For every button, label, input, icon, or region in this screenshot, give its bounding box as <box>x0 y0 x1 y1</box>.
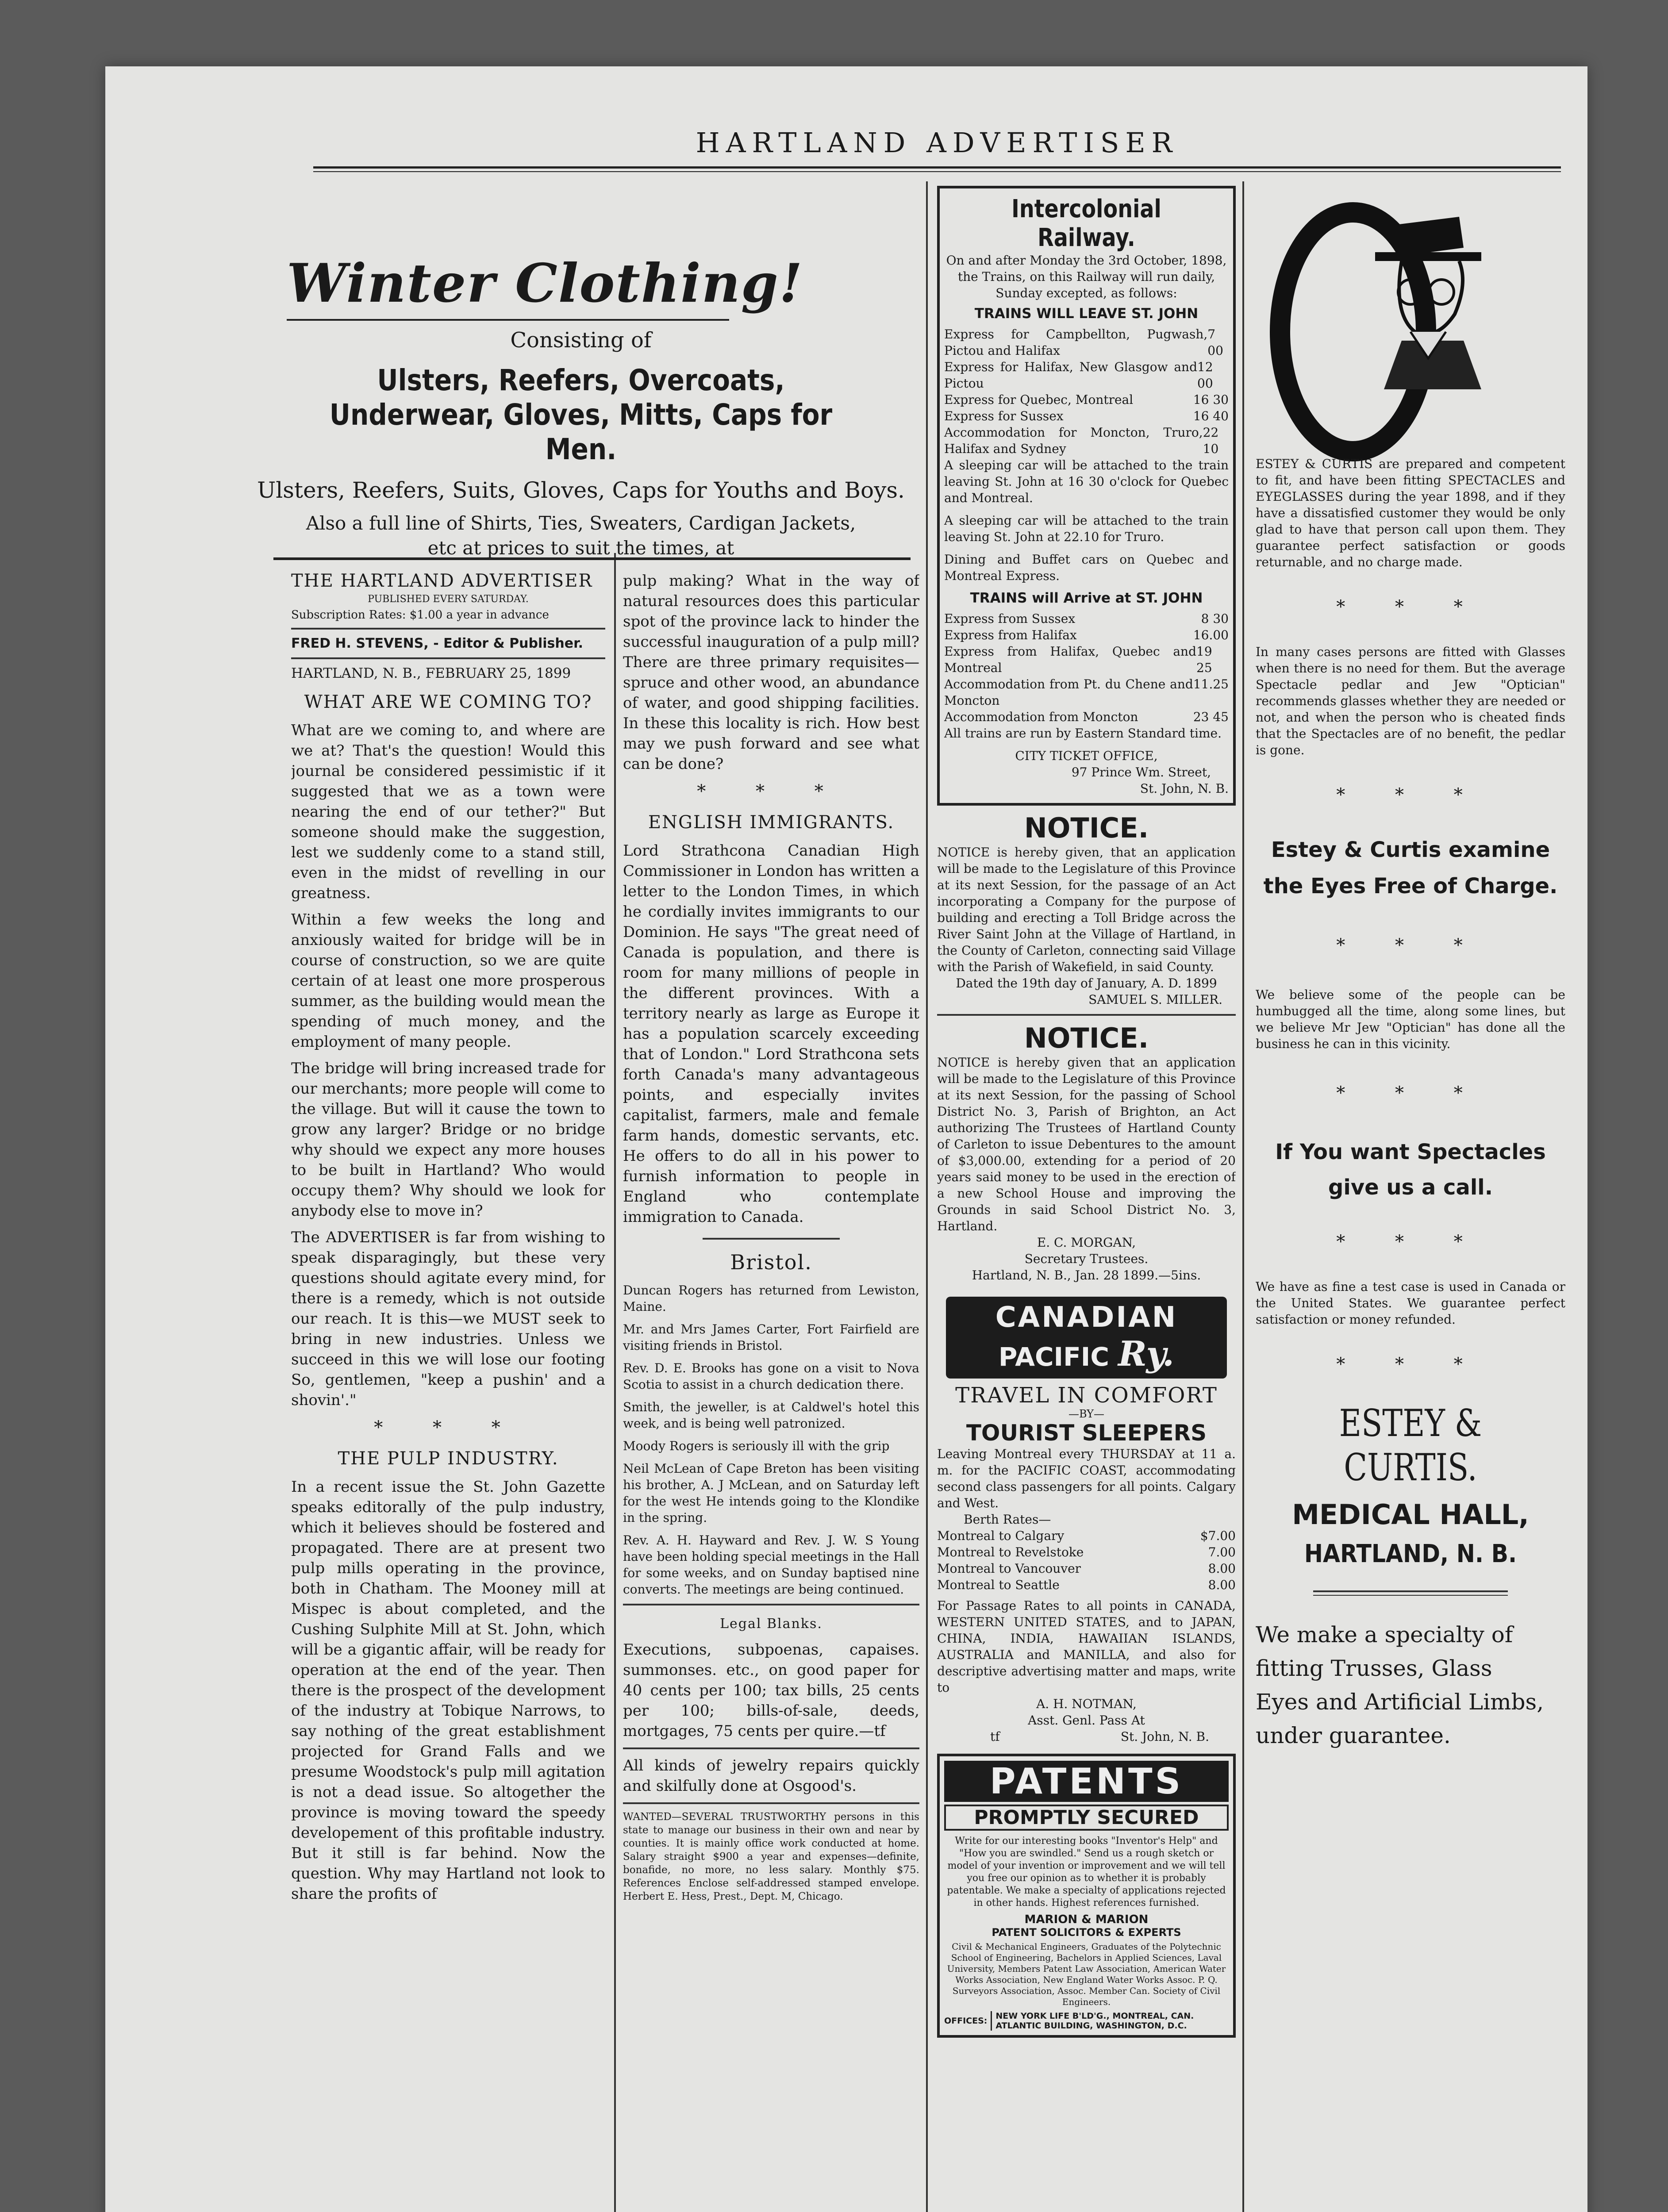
standard-time-note: All trains are run by Eastern Standard time. <box>944 726 1222 741</box>
section-separator: * * * <box>1336 785 1485 805</box>
editorial-paragraph: What are we coming to, and where are we at? That's the question! Would this journal be considered pessimistic if it suggested that we as a town were nearing the end of our tether?" But someone should make the suggestion, lest we suddenly come to a stand still, even in the midst of revelling in our greatness. <box>291 722 605 902</box>
editorial-paragraph: The bridge will bring increased trade for our merchants; more people will come to the village. But will it cause the town to grow any larger? Bridge or no bridge why should we expect any more houses to be built in Hartland? Who would occupy them? Why should we look for anybody else to move in? <box>291 1060 605 1220</box>
train-name: Express from Halifax, Quebec and Montreal <box>944 644 1197 675</box>
jewelry-notice: All kinds of jewelry repairs quickly and skilfully done at Osgood's. <box>623 1757 919 1795</box>
newspaper-page <box>105 66 1587 2212</box>
railway-ad <box>937 186 1236 806</box>
offices-text: NEW YORK LIFE B'LD'G., MONTREAL, CAN. ATLANTIC BUILDING, WASHINGTON, D.C. <box>991 2011 1229 2031</box>
rate-route: Montreal to Calgary <box>937 1528 1065 1543</box>
cpr-agent-row <box>937 1728 1236 1745</box>
pulp-continued: pulp making? What in the way of natural resources does this particular spot of the province lack to hinder the successful inauguration of a pulp mill? There are three primary requisites—spruce and other wood, an abundance of water, and good shipping facilities. In these this locality is rich. How best may we push forward and see what can be done? <box>623 572 919 773</box>
cpr-logo-pacific: PACIFIC <box>998 1342 1109 1372</box>
editorial-paragraph: Within a few weeks the long and anxiously waited for bridge will be in course of construction, so we are quite certain of at least one more prosperous summer, as the building would mean the spending of much money, and the employment of many people. <box>291 911 605 1051</box>
published-line: PUBLISHED EVERY SATURDAY. <box>368 594 529 605</box>
legal-text: Executions, subpoenas, capaises. summonses. etc., on good paper for 40 cents per 100; tax bills, 25 cents per 100; bills-of-sale, deeds, mortgages, 75 cents per quire.—tf <box>623 1641 919 1740</box>
cpr-passage: For Passage Rates to all points in CANADA, WESTERN UNITED STATES, and to JAPAN, CHINA, INDIA, HAWAIIAN ISLANDS, AUSTRALIA and MANILLA, and also for descriptive advertising matter and maps, write to <box>937 1598 1236 1695</box>
sleeper-note: A sleeping car will be attached to the train leaving St. John at 22.10 for Truro. <box>944 513 1229 544</box>
train-name: Accommodation from Pt. du Chene and Moncton <box>944 677 1193 708</box>
departure-row <box>944 424 1229 457</box>
ad-list-extra: Also a full line of Shirts, Ties, Sweaters, Cardigan Jackets, etc at prices to suit the times, at <box>306 512 856 559</box>
masthead: HARTLAND ADVERTISER <box>696 127 1179 159</box>
leave-title: TRAINS WILL LEAVE ST. JOHN <box>974 306 1199 322</box>
cpr-agent: Asst. Genl. Pass At <box>1028 1713 1145 1728</box>
paper-name: THE HARTLAND ADVERTISER <box>291 571 593 591</box>
rate-row <box>937 1528 1236 1544</box>
estey-intro: ESTEY & CURTIS are prepared and competent to fit, and have been fitting SPECTACLES and EYEGLASSES during the year 1898, and if they have a dissatisfied customer they would be only glad to have that person call upon them. They guarantee perfect satisfaction or goods returnable, and no charge made. <box>1256 457 1565 569</box>
notice2-role: Secretary Trustees. <box>1024 1252 1149 1266</box>
estey-paragraph: We have as fine a test case is used in Canada or the United States. We guarantee perfect satisfaction or money refunded. <box>1256 1279 1565 1327</box>
patents-ad <box>937 1754 1236 2038</box>
bristol-item: Rev. D. E. Brooks has gone on a visit to Nova Scotia to assist in a church dedication there. <box>623 1361 919 1392</box>
estey-paragraph: In many cases persons are fitted with Glasses when there is no need for them. But the average Spectacle pedlar and Jew "Optician" recommends glasses whether they are needed or not, and when the person who is cheated finds that the Spectacles are of no benefit, the pedlar is gone. <box>1256 645 1565 757</box>
estey-hall: MEDICAL HALL, <box>1292 1498 1529 1531</box>
offices-label: OFFICES: <box>944 2016 988 2026</box>
rate-price: 7.00 <box>1208 1545 1236 1559</box>
notice2-signed: E. C. MORGAN, <box>1037 1235 1136 1250</box>
train-name: Express for Sussex <box>944 409 1064 423</box>
rule <box>1313 1590 1508 1596</box>
rate-row <box>937 1560 1236 1577</box>
column-3 <box>937 186 1236 2212</box>
rule <box>703 1238 840 1240</box>
cpr-sleepers: TOURIST SLEEPERS <box>966 1420 1207 1446</box>
wanted-ad: WANTED—SEVERAL TRUSTWORTHY persons in this state to manage our business in their own and near by counties. It is mainly office work conducted at home. Salary straight $900 a year and expenses—definite, bonafide, no more, no less salary. Monthly $75. References Enclose self-addressed stamped envelope. Herbert E. Hess, Prest., Dept. M, Chicago. <box>623 1811 919 1902</box>
train-time: 19 25 <box>1196 644 1212 675</box>
patents-credentials: Civil & Mechanical Engineers, Graduates of the Polytechnic School of Engineering, Bachelors in Applied Sciences, Laval University, Members Patent Law Association, American Water Works Association, New England Water Works Assoc. P. Q. Surveyors Association, Assoc. Member Can. Society of Civil Engineers. <box>947 1941 1226 2007</box>
train-name: Express for Campbellton, Pugwash, Pictou and Halifax <box>944 327 1208 358</box>
bristol-item: Rev. A. H. Hayward and Rev. J. W. S Young have been holding special meetings in the Hall for some weeks, and on Sunday baptised nine converts. The meetings are being continued. <box>623 1533 919 1597</box>
estey-name: ESTEY & CURTIS. <box>1339 1402 1482 1489</box>
notice2-date: Hartland, N. B., Jan. 28 1899.—5ins. <box>972 1268 1201 1283</box>
column-divider <box>1242 181 1244 2212</box>
train-time: 16.00 <box>1193 628 1229 642</box>
arrival-row <box>944 676 1229 709</box>
train-time: 23 45 <box>1193 710 1229 724</box>
cpr-logo <box>946 1297 1227 1379</box>
ad-consisting: Consisting of <box>510 328 652 353</box>
train-time: 11.25 <box>1193 677 1229 691</box>
arrivals-list <box>944 611 1229 797</box>
train-time: 7 00 <box>1207 327 1223 358</box>
train-name: Express for Quebec, Montreal <box>944 392 1134 407</box>
notice1-text: NOTICE is hereby given, that an application will be made to the Legislature of this Province at its next Session, for the passage of an Act incorporating a Company for the purpose of building and erecting a Toll Bridge across the River Saint John at the Village of Hartland, in the County of Carleton, connecting said Village with the Parish of Wakefield, in said County. <box>937 845 1236 974</box>
train-time: 16 40 <box>1193 409 1229 423</box>
rate-price: $7.00 <box>1200 1528 1236 1543</box>
bristol-item: Mr. and Mrs James Carter, Fort Fairfield are visiting friends in Bristol. <box>623 1322 919 1353</box>
railway-intro: On and after Monday the 3rd October, 1898, the Trains, on this Railway will run daily, Sunday excepted, as follows: <box>946 253 1227 300</box>
departure-row <box>944 359 1229 392</box>
office-line: CITY TICKET OFFICE, <box>1015 749 1158 763</box>
train-name: Accommodation from Moncton <box>944 710 1138 724</box>
cpr-agent: St. John, N. B. <box>1120 1729 1209 1744</box>
rule <box>937 1014 1236 1016</box>
section-separator: * * * <box>697 781 846 802</box>
sleeper-note: A sleeping car will be attached to the train leaving St. John at 16 30 o'clock for Quebec and Montreal. <box>944 458 1229 505</box>
notice1-dated: Dated the 19th day of January, A. D. 1899 <box>956 976 1217 991</box>
railway-title: Intercolonial Railway. <box>1011 195 1161 252</box>
subscription-rates: Subscription Rates: $1.00 a year in advance <box>291 608 549 622</box>
train-time: 12 00 <box>1197 360 1213 391</box>
train-name: Express from Halifax <box>944 628 1077 642</box>
masthead-rule <box>313 166 1561 172</box>
column-divider <box>926 181 928 2212</box>
bristol-item: Duncan Rogers has returned from Lewiston, Maine. <box>623 1283 919 1314</box>
baker-ad-rule <box>273 557 911 560</box>
arrival-row <box>944 709 1229 725</box>
patents-text: Write for our interesting books "Inventor's Help" and "How you are swindled." Send us a rough sketch or model of your invention or improvement and we will tell you free our opinion as to whether it is probably patentable. We make a specialty of applications rejected in other hands. Highest references furnished. <box>947 1836 1226 1909</box>
cpr-logo-ry: Ry. <box>1118 1334 1175 1374</box>
estey-examine: Estey & Curtis examine the Eyes Free of Charge. <box>1263 837 1558 899</box>
rate-row <box>937 1577 1236 1593</box>
immigrants-text: Lord Strathcona Canadian High Commissioner in London has written a letter to the London Times, in which he cordially invites immigrants to our Dominion. He says "The great need of Canada is population, and there is room for many millions of people in the different provinces. With a territory nearly as large as Europe it has a population scarcely exceeding that of London." Lord Strathcona sets forth Canada's many advantageous points, and especially invites capitalist, farmers, male and female farm hands, domestic servants, etc. He offers to do all in his power to furnish information to people in England who contemplate immigration to Canada. <box>623 842 919 1226</box>
cpr-rates <box>937 1528 1236 1593</box>
section-separator: * * * <box>1336 1354 1485 1375</box>
cpr-by: —BY— <box>1068 1408 1105 1420</box>
patents-title: PATENTS <box>944 1761 1229 1802</box>
cpr-tf: tf <box>990 1729 1000 1744</box>
rate-route: Montreal to Revelstoke <box>937 1545 1084 1559</box>
arrive-title: TRAINS will Arrive at ST. JOHN <box>970 590 1203 606</box>
cpr-agent: A. H. NOTMAN, <box>1036 1697 1137 1711</box>
estey-paragraph: We believe some of the people can be humbugged all the time, along some lines, but we believe Mr Jew "Optician" has done all the business he can in this vicinity. <box>1256 987 1565 1051</box>
train-name: Accommodation for Moncton, Truro, Halifax and Sydney <box>944 425 1203 456</box>
patents-subtitle: PROMPTLY SECURED <box>944 1805 1229 1831</box>
arrival-row <box>944 643 1229 676</box>
rule <box>623 1747 919 1749</box>
notice2-title: NOTICE. <box>1024 1022 1149 1054</box>
estey-specialty: We make a specialty of fitting Trusses, Glass Eyes and Artificial Limbs, under guarantee. <box>1256 1622 1544 1748</box>
editor-line: FRED H. STEVENS, - Editor & Publisher. <box>291 636 584 651</box>
ad-list-men: Ulsters, Reefers, Overcoats, Underwear, Gloves, Mitts, Caps for Men. <box>329 363 833 466</box>
dateline: HARTLAND, N. B., FEBRUARY 25, 1899 <box>291 665 571 681</box>
departures-list <box>944 326 1229 584</box>
estey-want: If You want Spectacles give us a call. <box>1275 1140 1546 1200</box>
rule <box>623 1604 919 1605</box>
dining-note: Dining and Buffet cars on Quebec and Montreal Express. <box>944 552 1229 583</box>
section-separator: * * * <box>1336 935 1485 956</box>
rule <box>623 1802 919 1804</box>
cpr-logo-line <box>955 1334 1218 1374</box>
patents-firm: MARION & MARION <box>1024 1913 1149 1926</box>
man-with-spectacles-icon <box>1269 199 1543 465</box>
section-separator: * * * <box>374 1417 523 1438</box>
headline-underline <box>287 319 729 321</box>
section-separator: * * * <box>1336 597 1485 617</box>
departure-row <box>944 326 1229 359</box>
cpr-berth: Berth Rates— <box>964 1512 1051 1527</box>
legal-title: Legal Blanks. <box>720 1616 822 1632</box>
bristol-item: Neil McLean of Cape Breton has been visiting his brother, A. J McLean, and on Saturday left for the west He intends going to the Klondike in the spring. <box>623 1461 919 1525</box>
editorial-paragraph: The ADVERTISER is far from wishing to speak disparagingly, but these very questions should agitate every mind, for there is a remedy, which is not outside our reach. It is this—we MUST seek to bring in new industries. Unless we succeed in this we will lose our footing So, gentlemen, "keep a pushin' and a shovin'." <box>291 1229 605 1409</box>
train-name: Express from Sussex <box>944 611 1076 626</box>
rate-row <box>937 1544 1236 1560</box>
section-separator: * * * <box>1336 1232 1485 1252</box>
pulp-title: THE PULP INDUSTRY. <box>338 1448 559 1469</box>
notice1-title: NOTICE. <box>1024 812 1149 844</box>
office-line: 97 Prince Wm. Street, <box>1071 765 1211 780</box>
rate-route: Montreal to Seattle <box>937 1578 1060 1592</box>
departure-row <box>944 408 1229 424</box>
arrival-row <box>944 611 1229 627</box>
estey-town: HARTLAND, N. B. <box>1304 1540 1517 1568</box>
train-time: 8 30 <box>1201 611 1229 626</box>
rate-price: 8.00 <box>1208 1561 1236 1576</box>
bristol-item: Moody Rogers is seriously ill with the grip <box>623 1439 890 1453</box>
train-time: 16 30 <box>1193 392 1229 407</box>
rule <box>291 628 605 630</box>
pulp-paragraph: In a recent issue the St. John Gazette speaks editorally of the pulp industry, which it believes should be fostered and propagated. There are at present two pulp mills operating in the province, both in Chatham. The Mooney mill at Mispec is about completed, and the Cushing Sulphite Mill at St. John, which will be a gigantic affair, will be ready for operation at the end of the year. Then there is the prospect of the development of the industry at Tobique Narrows, to say nothing of the great establishment projected for Grand Falls and we presume Woodstock's pulp mill agitation is not a dead issue. So altogether the province is moving toward the speedy developement of this profitable industry. But it still is far behind. Now the question. Why may Hartland not look to share the profits of <box>291 1478 605 1903</box>
ad-headline: Winter Clothing! <box>287 252 803 315</box>
patents-offices <box>944 2011 1229 2031</box>
column-1 <box>291 571 605 2212</box>
patents-firm2: PATENT SOLICITORS & EXPERTS <box>992 1926 1181 1939</box>
bristol-item: Smith, the jeweller, is at Caldwel's hotel this week, and is being well patronized. <box>623 1400 919 1431</box>
notice2-text: NOTICE is hereby given that an application will be made to the Legislature of this Province at its next Session, for the passing of School District No. 3, Parish of Brighton, an Act authorizing The Trustees of Hartland County of Carleton to issue Debentures to the amount of $3,000.00, extending for a period of 20 years said money to be used in the erection of a new School House and improving the Grounds in said School District No. 3, Hartland. <box>937 1055 1236 1233</box>
cpr-travel: TRAVEL IN COMFORT <box>955 1383 1218 1408</box>
column-4 <box>1256 186 1565 2212</box>
ad-list-boys: Ulsters, Reefers, Suits, Gloves, Caps for Youths and Boys. <box>257 477 905 503</box>
departure-row <box>944 392 1229 408</box>
column-2 <box>623 571 919 2212</box>
editorial-title: WHAT ARE WE COMING TO? <box>304 692 592 712</box>
train-name: Express for Halifax, New Glasgow and Pictou <box>944 360 1198 391</box>
optician-illustration <box>1269 199 1543 465</box>
immigrants-title: ENGLISH IMMIGRANTS. <box>648 812 895 833</box>
bristol-title: Bristol. <box>730 1250 812 1274</box>
rate-price: 8.00 <box>1208 1578 1236 1592</box>
notice1-signed: SAMUEL S. MILLER. <box>1088 992 1222 1007</box>
cpr-text: Leaving Montreal every THURSDAY at 11 a. m. for the PACIFIC COAST, accommodating second class passengers for all points. Calgary and West. <box>937 1447 1236 1510</box>
cpr-logo-line: CANADIAN <box>995 1301 1178 1334</box>
rate-route: Montreal to Vancouver <box>937 1561 1081 1576</box>
office-line: St. John, N. B. <box>1140 781 1229 796</box>
section-separator: * * * <box>1336 1083 1485 1103</box>
rule <box>291 657 605 659</box>
train-time: 22 10 <box>1203 425 1219 456</box>
column-divider <box>614 553 616 2212</box>
arrival-row <box>944 627 1229 643</box>
baker-ad <box>251 186 911 562</box>
